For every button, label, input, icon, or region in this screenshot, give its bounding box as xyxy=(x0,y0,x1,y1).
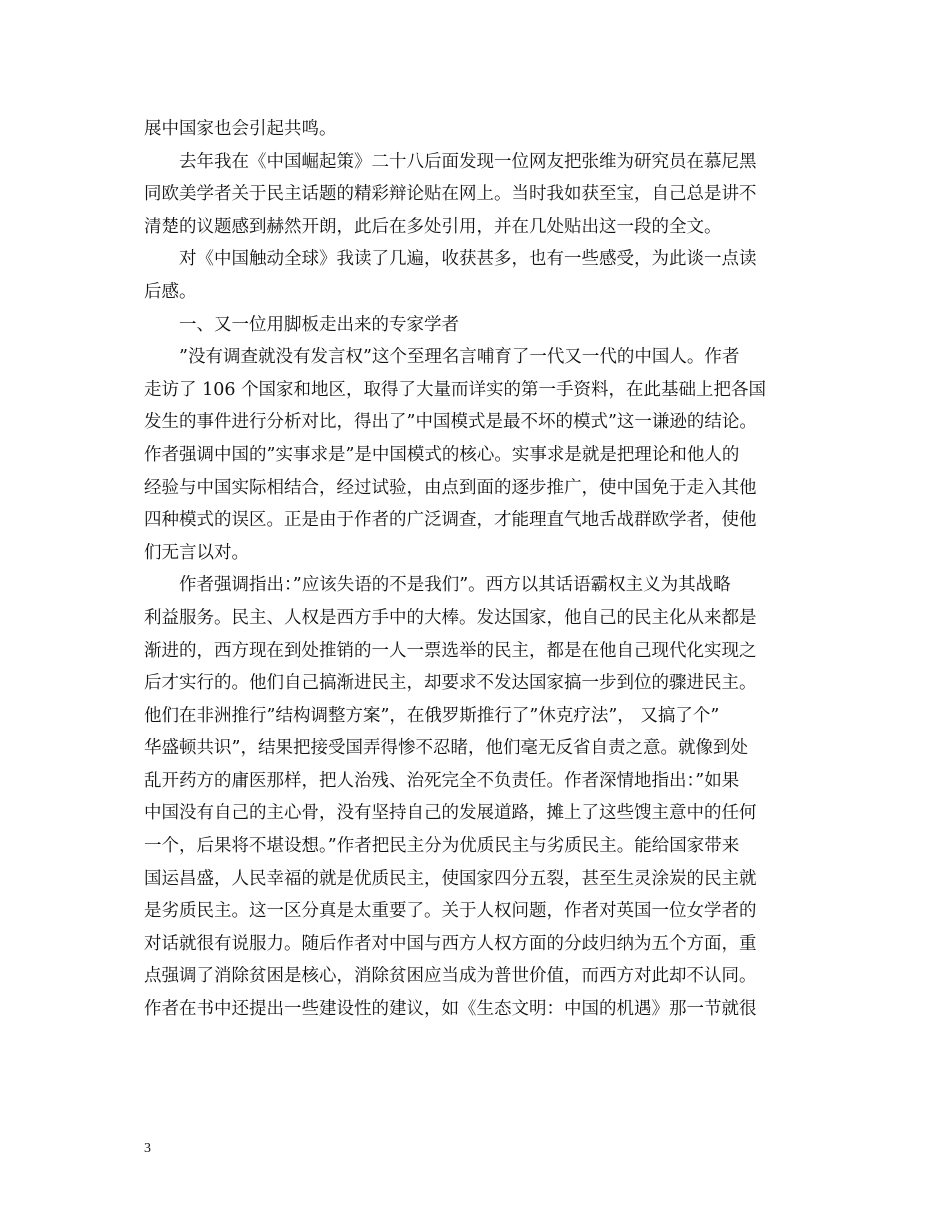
page-number: 3 xyxy=(144,1141,151,1156)
text-line: 对话就很有说服力。随后作者对中国与西方人权方面的分歧归纳为五个方面，重 xyxy=(144,933,757,954)
text-line: 中国没有自己的主心骨，没有坚持自己的发展道路，摊上了这些馊主意中的任何 xyxy=(144,803,757,824)
text-line: 一、又一位用脚板走出来的专家学者 xyxy=(179,314,459,335)
text-line: 去年我在《中国崛起策》二十八后面发现一位网友把张维为研究员在慕尼黑 xyxy=(179,151,757,172)
text-line: 点强调了消除贫困是核心，消除贫困应当成为普世价值，而西方对此却不认同。 xyxy=(144,966,757,987)
text-line: 是劣质民主。这一区分真是太重要了。关于人权问题，作者对英国一位女学者的 xyxy=(144,901,757,922)
text-line: 走访了 106 个国家和地区，取得了大量而详实的第一手资料，在此基础上把各国 xyxy=(144,379,767,400)
text-line: ”没有调查就没有发言权”这个至理名言哺育了一代又一代的中国人。作者 xyxy=(179,347,740,368)
text-line: 同欧美学者关于民主话题的精彩辩论贴在网上。当时我如获至宝，自己总是讲不 xyxy=(144,184,757,205)
text-line: 们无言以对。 xyxy=(144,542,249,563)
text-line: 利益服务。民主、人权是西方手中的大棒。发达国家，他自己的民主化从来都是 xyxy=(144,607,757,628)
text-line: 经验与中国实际相结合，经过试验，由点到面的逐步推广，使中国免于走入其他 xyxy=(144,477,757,498)
text-line: 国运昌盛，人民幸福的就是优质民主，使国家四分五裂，甚至生灵涂炭的民主就 xyxy=(144,868,757,889)
text-line: 作者强调中国的”实事求是”是中国模式的核心。实事求是就是把理论和他人的 xyxy=(144,444,740,465)
text-line: 华盛顿共识”，结果把接受国弄得惨不忍睹，他们毫无反省自责之意。就像到处 xyxy=(144,738,748,759)
text-line: 后才实行的。他们自己搞渐进民主，却要求不发达国家搞一步到位的骤进民主。 xyxy=(144,673,757,694)
text-line: 渐进的，西方现在到处推销的一人一票选举的民主，都是在他自己现代化实现之 xyxy=(144,640,757,661)
text-line: 乱开药方的庸医那样，把人治残、治死完全不负责任。作者深情地指出：”如果 xyxy=(144,770,740,791)
text-line: 作者在书中还提出一些建设性的建议，如《生态文明：中国的机遇》那一节就很 xyxy=(144,999,757,1020)
text-line: 发生的事件进行分析对比，得出了”中国模式是最不坏的模式”这一谦逊的结论。 xyxy=(144,412,757,433)
text-line: 一个，后果将不堪设想。”作者把民主分为优质民主与劣质民主。能给国家带来 xyxy=(144,836,740,857)
text-line: 对《中国触动全球》我读了几遍，收获甚多，也有一些感受，为此谈一点读 xyxy=(179,249,757,270)
text-line: 展中国家也会引起共鸣。 xyxy=(144,119,337,139)
text-line: 后感。 xyxy=(144,281,197,302)
text-line: 清楚的议题感到赫然开朗，此后在多处引用，并在几处贴出这一段的全文。 xyxy=(144,216,722,237)
text-line: 他们在非洲推行”结构调整方案”，在俄罗斯推行了”休克疗法”， 又搞了个” xyxy=(144,705,720,726)
text-line: 四种模式的误区。正是由于作者的广泛调查，才能理直气地舌战群欧学者，使他 xyxy=(144,510,757,531)
text-line: 作者强调指出：”应该失语的不是我们”。西方以其话语霸权主义为其战略 xyxy=(179,575,731,596)
body-text xyxy=(144,113,824,1026)
